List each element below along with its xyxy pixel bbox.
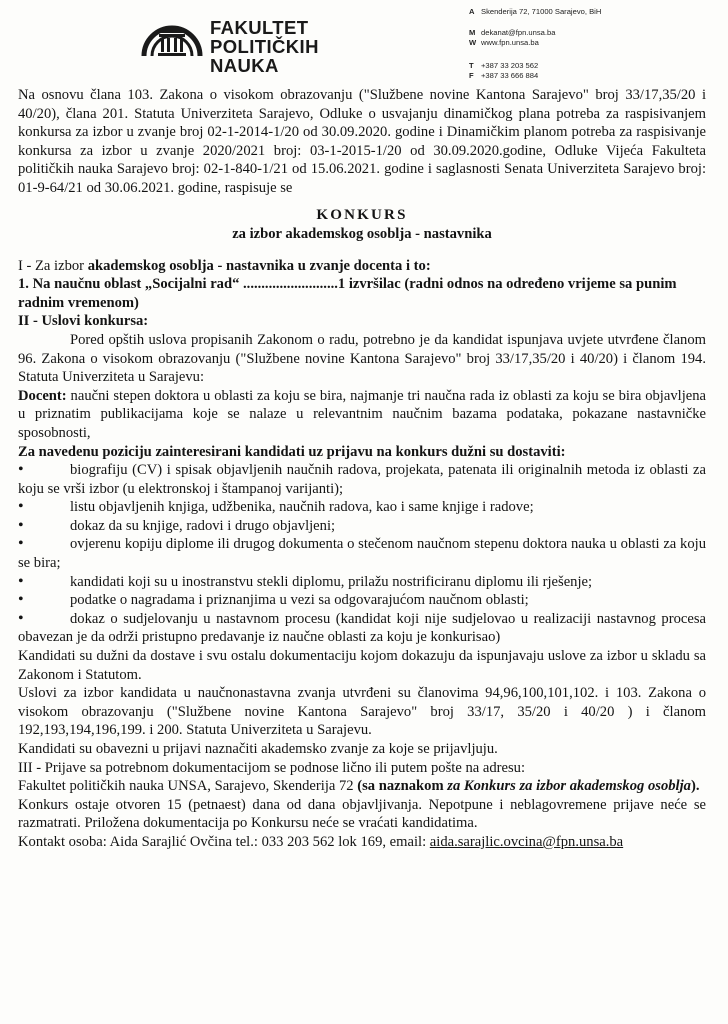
- docent-text: naučni stepen doktora u oblasti za koju se bira, najmanje tri naučna rada iz oblasti za koju se bira objavljena u priznatim publikacijama koje se nalaze u relevantnim naučnim bazama podataka, pokazane nastavničke sposobnosti,: [18, 387, 706, 441]
- letterhead: [18, 0, 706, 86]
- address-line: Fakultet političkih nauka UNSA, Sarajevo, Skenderija 72: [18, 778, 358, 795]
- section-2-heading: II - Uslovi konkursa:: [18, 313, 149, 330]
- list-item: [18, 517, 706, 536]
- address-note-italic: za Konkurs za izbor akademskog osoblja: [447, 778, 691, 795]
- docent-label: Docent:: [18, 387, 67, 404]
- submission-address: [18, 777, 706, 796]
- section-1-heading: [18, 257, 706, 276]
- list-item-text: biografiju (CV) i spisak objavljenih naučnih radova, projekata, patenata ili originalnih metoda iz oblasti za koju se vrši izbor (u elektronskoj i štampanoj varijanti);: [18, 462, 706, 497]
- faculty-logo-icon: [140, 16, 204, 60]
- document-body: [18, 86, 706, 852]
- web-key: W: [469, 37, 477, 47]
- document-subtitle: za izbor akademskog osoblja - nastavnika: [232, 225, 492, 242]
- list-item: [18, 610, 706, 647]
- list-item-text: listu objavljenih knjiga, udžbenika, naučnih radova, kao i same knjige i radove;: [70, 499, 534, 516]
- position-line: 1. Na naučnu oblast „Socijalni rad“ ..........................1 izvršilac (radni odnos na određeno vrijeme sa punim radnim vremenom): [18, 276, 677, 311]
- documents-heading: Za navedenu poziciju zainteresirani kandidati uz prijavu na konkurs dužni su dostaviti:: [18, 443, 566, 460]
- header-online: [469, 28, 555, 47]
- section-1-prefix: I - Za izbor: [18, 257, 88, 274]
- logo-line-2: POLITIČKIH: [210, 36, 319, 57]
- address-key: A: [469, 7, 475, 16]
- contact-email-link[interactable]: aida.sarajlic.ovcina@fpn.unsa.ba: [429, 833, 624, 850]
- list-item-text: podatke o nagradama i priznanjima u vezi sa odgovarajućom naučnom oblasti;: [70, 592, 529, 609]
- intro-paragraph: Na osnovu člana 103. Zakona o visokom obrazovanju ("Službene novine Kantona Sarajevo" broj 33/17,35/20 i 40/20), člana 201. Statuta Univerziteta Sarajevo, Odluke o usvajanju dinamičkog plana potreba za raspisivanjem konkursa za izbor u zvanje broj 02-1-2014-1/20 od 30.09.2020. godine i Dinamičkim planom potreba za raspisivanje konkursa za izbor u zvanje 2020/2021 broj: 03-1-2015-1/20 od 30.09.2020.godine, Odluke Vijeća Fakulteta političkih nauka Sarajevo broj: 02-1-840-1/21 od 15.06.2021. godine i saglasnosti Senata Univerziteta Sarajevo broj: 01-9-64/21 od 30.06.2021. godine, raspisuje se: [18, 87, 706, 196]
- documents-list: [18, 461, 706, 647]
- faculty-logo-text: [210, 18, 319, 75]
- list-item-text: kandidati koji su u inostranstvu stekli diplomu, prilažu nostrificiranu diplomu ili rješenje;: [70, 573, 593, 590]
- fax-key: F: [469, 70, 474, 80]
- contact-line: [18, 833, 706, 852]
- bullet-icon: •: [18, 461, 24, 479]
- other-docs-paragraph: Kandidati su dužni da dostave i svu ostalu dokumentaciju kojom dokazuju da ispunjavaju uslove za izbor u skladu sa Zakonom i Statutom.: [18, 648, 706, 683]
- document-title: KONKURS: [316, 206, 408, 223]
- list-item-text: ovjerenu kopiju diplome ili drugog dokumenta o stečenom naučnom stepenu doktora nauka u oblasti za koju se bira;: [18, 536, 706, 572]
- header-email-link[interactable]: dekanat@fpn.unsa.ba: [481, 28, 556, 37]
- address-text: Skenderija 72, 71000 Sarajevo, BiH: [481, 7, 602, 16]
- list-item: [18, 591, 706, 610]
- header-tel: +387 33 203 562: [481, 61, 539, 70]
- docent-paragraph: [18, 387, 706, 443]
- header-phones: [469, 61, 538, 80]
- conditions-2-paragraph: Uslovi za izbor kandidata u naučnonastavna zvanja utvrđeni su članovima 94,96,100,101,102. i 103. Zakona o visokom obrazovanju ("Službene novine Kantona Sarajevo" broj 33/17, 35/20 i 40/20 ) i članom 192,193,194,196,199. i 200. Statuta Univerziteta u Sarajevu.: [18, 685, 706, 739]
- rank-note: Kandidati su obavezni u prijavi naznačiti akademsko zvanje za koje se prijavljuju.: [18, 741, 498, 757]
- bullet-icon: •: [18, 498, 24, 516]
- list-item: [18, 535, 706, 572]
- open-period-paragraph: Konkurs ostaje otvoren 15 (petnaest) dana od dana objavljivanja. Nepotpune i neblagovremene prijave neće se razmatrati. Priložena dokumentacija po Konkursu neće se vraćati kandidatima.: [18, 796, 706, 832]
- bullet-icon: •: [18, 516, 24, 534]
- bullet-icon: •: [18, 591, 24, 609]
- section-3-heading: III - Prijave sa potrebnom dokumentacijom se podnose lično ili putem pošte na adresu:: [18, 759, 526, 776]
- address-note-bold: (sa naznakom: [357, 778, 448, 795]
- contact-text: Kontakt osoba: Aida Sarajlić Ovčina tel.: 033 203 562 lok 169, email:: [18, 833, 430, 850]
- conditions-paragraph: Pored opštih uslova propisanih Zakonom o radu, potrebno je da kandidat ispunjava uvjete utvrđene članom 96. Zakona o visokom obrazovanju ("Službene novine Kantona Sarajevo" broj 33/17,35/20 i 40/20) i članom 194. Statuta Univerziteta u Sarajevu:: [18, 331, 706, 386]
- list-item: [18, 573, 706, 592]
- list-item: [18, 461, 706, 498]
- email-key: M: [469, 28, 476, 37]
- list-item-text: dokaz da su knjige, radovi i drugo objavljeni;: [70, 517, 336, 534]
- header-fax: +387 33 666 884: [481, 70, 539, 80]
- bullet-icon: •: [18, 609, 24, 627]
- header-address: [469, 7, 601, 17]
- bullet-icon: •: [18, 572, 24, 590]
- list-item-text: dokaz o sudjelovanju u nastavnom procesu (kandidat koji nije sudjelovao u realizaciji nastavnog procesa obavezan je da održi pristupno predavanje iz naučne oblasti za koju je konkurisao): [18, 610, 706, 646]
- list-item: [18, 498, 706, 517]
- section-1-bold: akademskog osoblja - nastavnika u zvanje docenta i to:: [87, 257, 431, 274]
- logo-line-3: NAUKA: [210, 55, 279, 76]
- tel-key: T: [469, 61, 474, 70]
- logo-line-1: FAKULTET: [210, 17, 309, 38]
- bullet-icon: •: [18, 535, 24, 553]
- address-note-end: ).: [690, 778, 700, 795]
- header-web-link[interactable]: www.fpn.unsa.ba: [481, 37, 539, 47]
